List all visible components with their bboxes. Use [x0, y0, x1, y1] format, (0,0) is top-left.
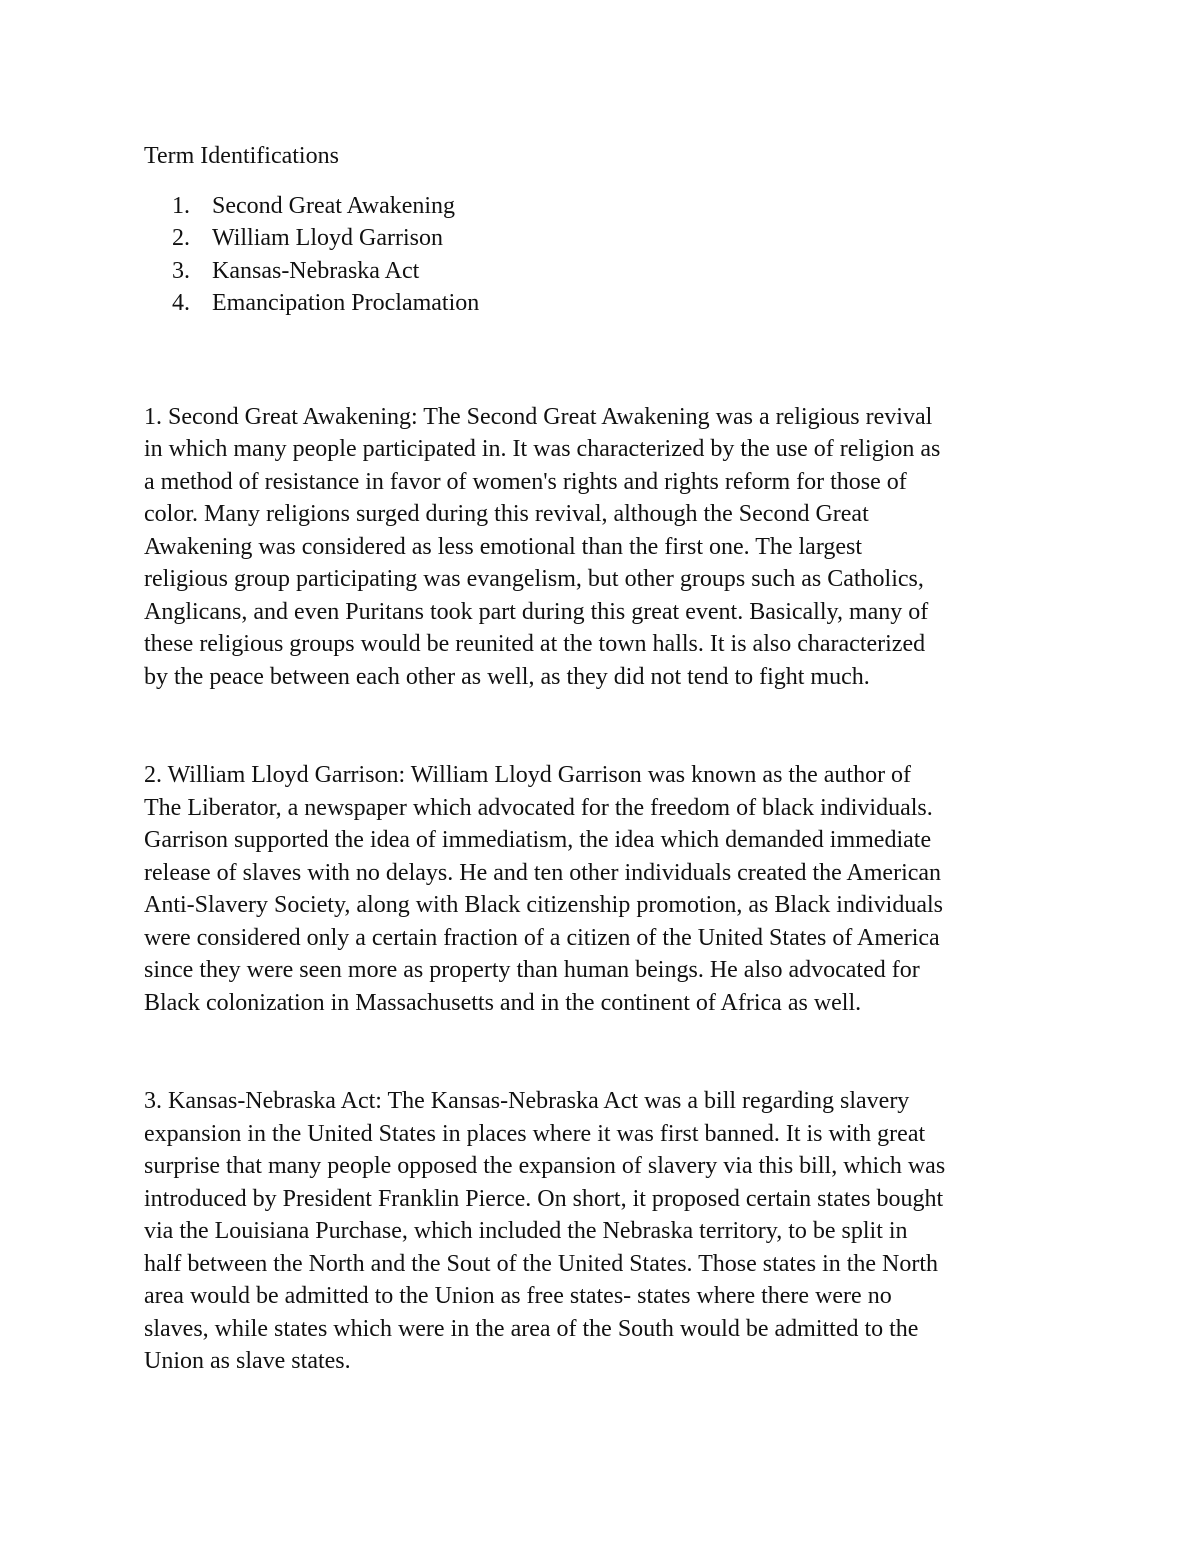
term-label: Second Great Awakening — [212, 192, 456, 219]
term-number: 4. — [172, 290, 190, 316]
term-label: William Lloyd Garrison — [212, 225, 443, 251]
term-item-1 — [144, 190, 1064, 223]
paragraph-william-lloyd-garrison: 2. William Lloyd Garrison: William Lloyd Garrison was known as the author of The Liberator, a newspaper which advocated for the freedom of black individuals. Garrison supported the idea of immediatism, the idea which demanded immediate release of slaves with no delays. He and ten other individuals created the American Anti-Slavery Society, along with Black citizenship promotion, as Black individuals were considered only a certain fraction of a citizen of the United States of America since they were seen more as property than human beings. He also advocated for Black colonization in Massachusetts and in the continent of Africa as well. — [144, 762, 943, 1016]
paragraph-second-great-awakening: 1. Second Great Awakening: The Second Great Awakening was a religious revival in which many people participated in. It was characterized by the use of religion as a method of resistance in favor of women's rights and rights reform for those of color. Many religions surged during this revival, although the Second Great Awakening was considered as less emotional than the first one. The largest religious group participating was evangelism, but other groups such as Catholics, Anglicans, and even Puritans took part during this great event. Basically, many of these religious groups would be reunited at the town halls. It is also characterized by the peace between each other as well, as they did not tend to fight much. — [144, 403, 941, 690]
document-title: Term Identifications — [144, 143, 339, 169]
term-item-3 — [144, 255, 1064, 288]
term-number: 2. — [172, 225, 190, 251]
term-label: Kansas-Nebraska Act — [212, 257, 420, 284]
paragraph-kansas-nebraska-act: 3. Kansas-Nebraska Act: The Kansas-Nebraska Act was a bill regarding slavery expansion in the United States in places where it was first banned. It is with great surprise that many people opposed the expansion of slavery via this bill, which was introduced by President Franklin Pierce. On short, it proposed certain states bought via the Louisiana Purchase, which included the Nebraska territory, to be split in half between the North and the Sout of the United States. Those states in the North area would be admitted to the Union as free states- states where there were no slaves, while states which were in the area of the South would be admitted to the Union as slave states. — [144, 1088, 946, 1374]
term-list — [144, 190, 1064, 320]
term-label: Emancipation Proclamation — [212, 290, 480, 316]
term-number: 1. — [172, 192, 190, 219]
document-body — [144, 140, 1064, 1378]
term-item-4 — [144, 287, 1064, 320]
term-number: 3. — [172, 257, 190, 284]
term-item-2 — [144, 222, 1064, 255]
